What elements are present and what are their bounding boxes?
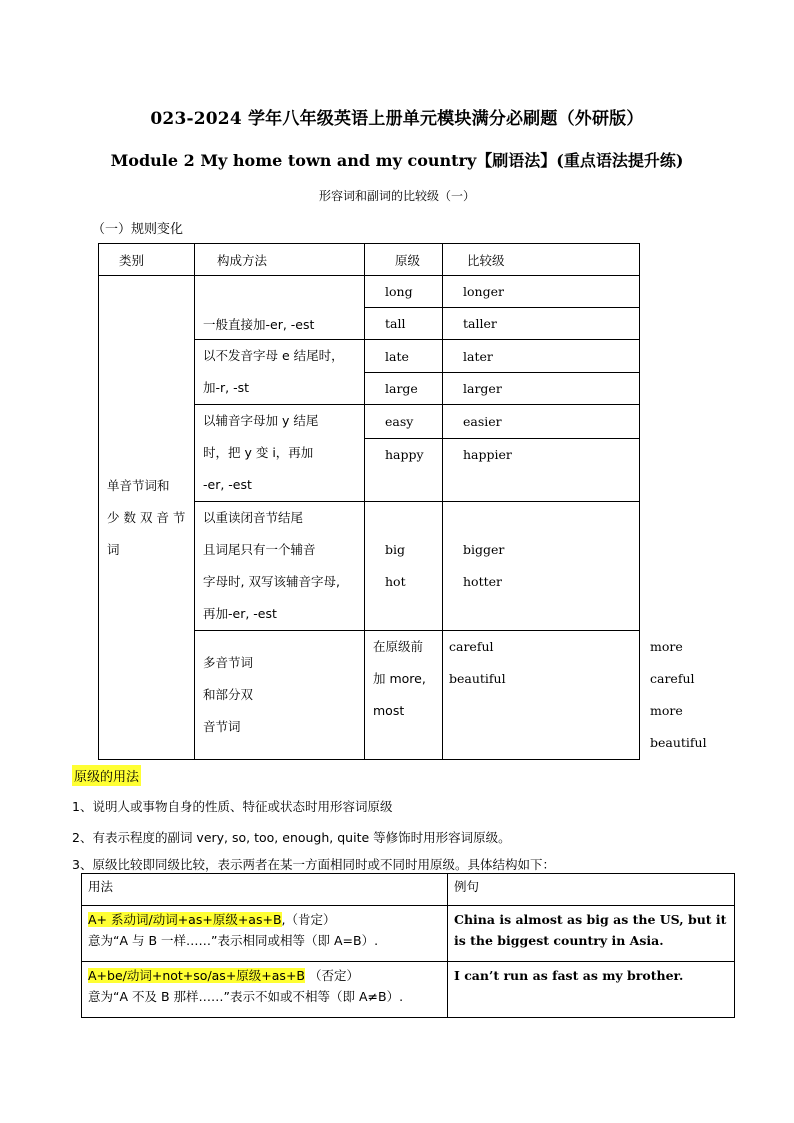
- word-positive: happy: [365, 438, 443, 501]
- table-row: [99, 276, 640, 308]
- example-affirmative: China is almost as big as the US, but it is the biggest country in Asia.: [448, 906, 735, 962]
- section-heading-positive-usage: 原级的用法: [72, 765, 141, 786]
- table-header-row: [99, 244, 640, 276]
- word-comparative: larger: [443, 373, 640, 405]
- formula-affirmative: A+ 系动词/动词+as+原级+as+B: [88, 912, 282, 927]
- word-comparative: later: [443, 340, 640, 373]
- word-positive: long: [365, 276, 443, 308]
- rule-direct-add: 一般直接加-er, -est: [195, 276, 365, 340]
- formula-negative: A+be/动词+not+so/as+原级+as+B: [88, 968, 305, 983]
- rule-double-consonant: 以重读闭音节结尾 且词尾只有一个辅音 字母时, 双写该辅音字母, 再加-er, -est: [195, 502, 365, 631]
- word-positive: late: [365, 340, 443, 373]
- word-comparative: longer: [443, 276, 640, 308]
- col-header-method: 构成方法: [195, 244, 365, 276]
- words-positive-big-hot: big hot: [365, 502, 443, 631]
- table-header-row: [82, 874, 735, 906]
- word-comparative: happier: [443, 438, 640, 501]
- usage-rule-2: 2、有表示程度的副词 very, so, too, enough, quite 等修饰时用形容词原级。: [72, 830, 511, 845]
- word-comparative: taller: [443, 308, 640, 340]
- usage-negative: A+be/动词+not+so/as+原级+as+B （否定） 意为“A 不及 B 那样……”表示不如或不相等（即 A≠B）.: [82, 962, 448, 1018]
- document-title: 023-2024 学年八年级英语上册单元模块满分必刷题（外研版）: [150, 109, 644, 129]
- word-positive: easy: [365, 405, 443, 439]
- table-row: [82, 906, 735, 962]
- col-header-example: 例句: [448, 874, 735, 906]
- col-header-positive: 原级: [365, 244, 443, 276]
- category-multi-syllable: 多音节词 和部分双 音节词: [195, 631, 365, 760]
- col-header-usage: 用法: [82, 874, 448, 906]
- rule-silent-e: 以不发音字母 e 结尾时， 加-r, -st: [195, 340, 365, 405]
- example-negative: I can’t run as fast as my brother.: [448, 962, 735, 1018]
- col-header-category: 类别: [99, 244, 195, 276]
- meaning-affirmative: 意为“A 与 B 一样……”表示相同或相等（即 A=B）.: [88, 933, 379, 948]
- usage-rule-3: 3、原级比较即同级比较，表示两者在某一方面相同时或不同时用原级。具体结构如下：: [72, 857, 555, 872]
- topic-title: 形容词和副词的比较级（一）: [318, 189, 475, 203]
- module-title: Module 2 My home town and my country【刷语法】(重点语法提升练): [110, 151, 684, 170]
- meaning-negative: 意为“A 不及 B 那样……”表示不如或不相等（即 A≠B）.: [88, 989, 404, 1004]
- table-row: 多音节词 和部分双 音节词 在原级前加 more, most careful beautiful more careful more beautiful: [99, 631, 640, 760]
- table-row: [82, 962, 735, 1018]
- usage-affirmative: A+ 系动词/动词+as+原级+as+B,（肯定） 意为“A 与 B 一样……”表示相同或相等（即 A=B）.: [82, 906, 448, 962]
- word-positive: large: [365, 373, 443, 405]
- usage-rule-1: 1、说明人或事物自身的性质、特征或状态时用形容词原级: [72, 799, 393, 814]
- comparative-rules-table: [98, 243, 707, 760]
- word-positive: tall: [365, 308, 443, 340]
- words-comparative-bigger-hotter: bigger hotter: [443, 502, 640, 631]
- col-header-comparative: 比较级: [443, 244, 640, 276]
- category-single-syllable: 单音节词和 少 数 双 音 节 词: [99, 276, 195, 760]
- rule-consonant-y: 以辅音字母加 y 结尾 时，把 y 变 i，再加 -er, -est: [195, 405, 365, 502]
- word-comparative: easier: [443, 405, 640, 439]
- equal-comparison-table: [81, 873, 735, 1018]
- words-positive-multi: careful beautiful: [443, 631, 640, 760]
- section-label-regular: （一）规则变化: [92, 222, 184, 237]
- rule-more-most: 在原级前加 more, most: [365, 631, 443, 760]
